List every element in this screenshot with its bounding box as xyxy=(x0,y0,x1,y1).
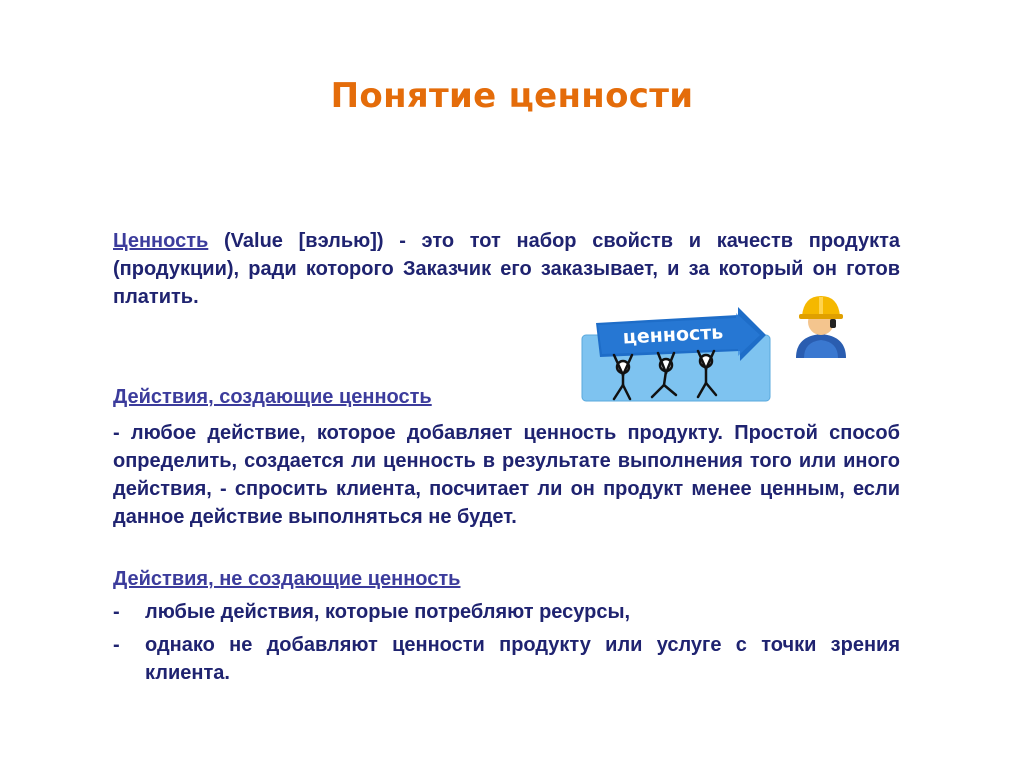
value-adding-text: - любое действие, которое добавляет ценность продукту. Простой способ определить, создается ли ценность в результате выполнения того или иного действия, - спросить клиента, посчитает ли он продукт менее ценным, если данное действие выполняться не будет. xyxy=(113,422,900,528)
bullet-text: любые действия, которые потребляют ресурсы, xyxy=(145,601,631,623)
people-carrying-sign-icon xyxy=(578,305,774,405)
bullet-text: однако не добавляют ценности продукту или услуге с точки зрения клиента. xyxy=(145,634,900,684)
value-illustration xyxy=(578,305,774,405)
definition-text: (Value [вэлью]) - это тот набор свойств и качеств продукта (продукции), ради которого Заказчик его заказывает, и за который он готов платить. xyxy=(113,230,900,308)
bullet-dash: - xyxy=(113,634,120,656)
illustration-sign-text: ценность xyxy=(622,321,724,349)
definition-paragraph xyxy=(113,227,900,311)
worker-hardhat-icon xyxy=(790,292,852,360)
bullet-dash: - xyxy=(113,601,120,623)
value-adding-heading: Действия, создающие ценность xyxy=(113,386,432,408)
slide-title: Понятие ценности xyxy=(330,76,694,116)
definition-term: Ценность xyxy=(113,230,209,252)
non-value-adding-heading: Действия, не создающие ценность xyxy=(113,568,461,590)
